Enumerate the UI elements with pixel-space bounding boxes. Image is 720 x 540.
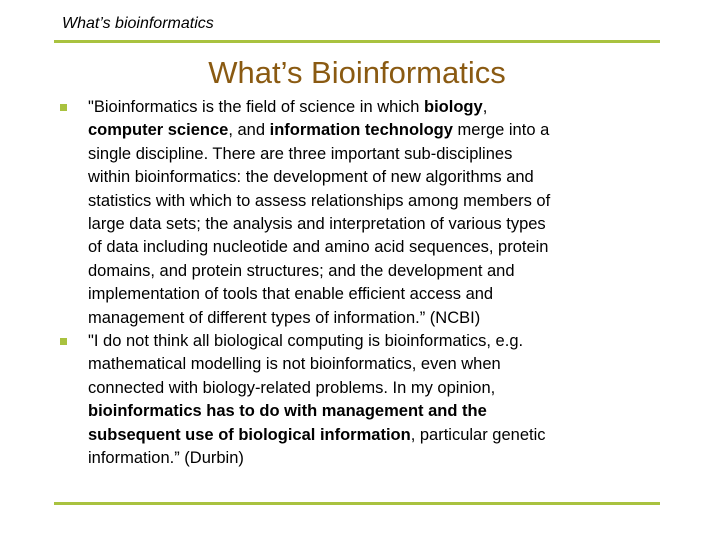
text-run: implementation of tools that enable efficient access and bbox=[88, 285, 494, 304]
square-bullet-icon bbox=[60, 338, 67, 345]
text-run: large data sets; the analysis and interpretation of various types bbox=[88, 215, 546, 234]
bold-text: subsequent use of biological information bbox=[88, 425, 411, 444]
bullet-line bbox=[88, 353, 660, 376]
text-run: , and bbox=[228, 121, 270, 140]
slide-title: What’s Bioinformatics bbox=[208, 55, 506, 90]
bullet-line bbox=[88, 400, 660, 423]
bullet-line bbox=[88, 424, 660, 447]
text-run: , particular genetic bbox=[410, 425, 546, 444]
text-run: connected with biology-related problems. In my opinion, bbox=[88, 378, 496, 397]
top-divider bbox=[54, 40, 660, 43]
bullet-item bbox=[60, 96, 660, 330]
text-run: domains, and protein structures; and the development and bbox=[88, 261, 515, 280]
bullet-line bbox=[88, 283, 660, 306]
bullet-line bbox=[88, 119, 660, 142]
bullet-line bbox=[88, 307, 660, 330]
bullet-line bbox=[88, 213, 660, 236]
header-title: What’s bioinformatics bbox=[62, 15, 214, 32]
text-run: of data including nucleotide and amino acid sequences, protein bbox=[88, 238, 549, 257]
text-run: statistics with which to assess relationships among members of bbox=[88, 191, 551, 210]
bullet-line bbox=[88, 166, 660, 189]
bullet-line bbox=[88, 236, 660, 259]
bullet-line bbox=[88, 260, 660, 283]
text-run: mathematical modelling is not bioinformatics, even when bbox=[88, 355, 501, 374]
bullet-line bbox=[88, 447, 660, 470]
text-run: "Bioinformatics is the field of science in which bbox=[88, 98, 425, 116]
bullet-line bbox=[88, 330, 660, 353]
text-run: management of different types of information.” (NCBI) bbox=[88, 308, 481, 327]
bold-text: biology bbox=[424, 98, 483, 116]
text-run: , bbox=[482, 98, 488, 116]
text-run: single discipline. There are three important sub-disciplines bbox=[88, 144, 513, 163]
square-bullet-icon bbox=[60, 104, 67, 111]
bold-text: information technology bbox=[269, 121, 453, 140]
text-run: merge into a bbox=[452, 121, 550, 140]
bullet-item bbox=[60, 330, 660, 470]
bullet-line bbox=[88, 377, 660, 400]
text-run: "I do not think all biological computing is bioinformatics, e.g. bbox=[88, 332, 524, 351]
bold-text: bioinformatics has to do with management and the bbox=[88, 402, 487, 421]
bullet-list bbox=[60, 96, 660, 471]
bullet-line bbox=[88, 96, 660, 119]
text-run: information.” (Durbin) bbox=[88, 449, 244, 468]
bullet-line bbox=[88, 143, 660, 166]
bottom-divider bbox=[54, 502, 660, 505]
bold-text: computer science bbox=[88, 121, 229, 140]
bullet-line bbox=[88, 190, 660, 213]
text-run: within bioinformatics: the development of new algorithms and bbox=[88, 168, 534, 187]
